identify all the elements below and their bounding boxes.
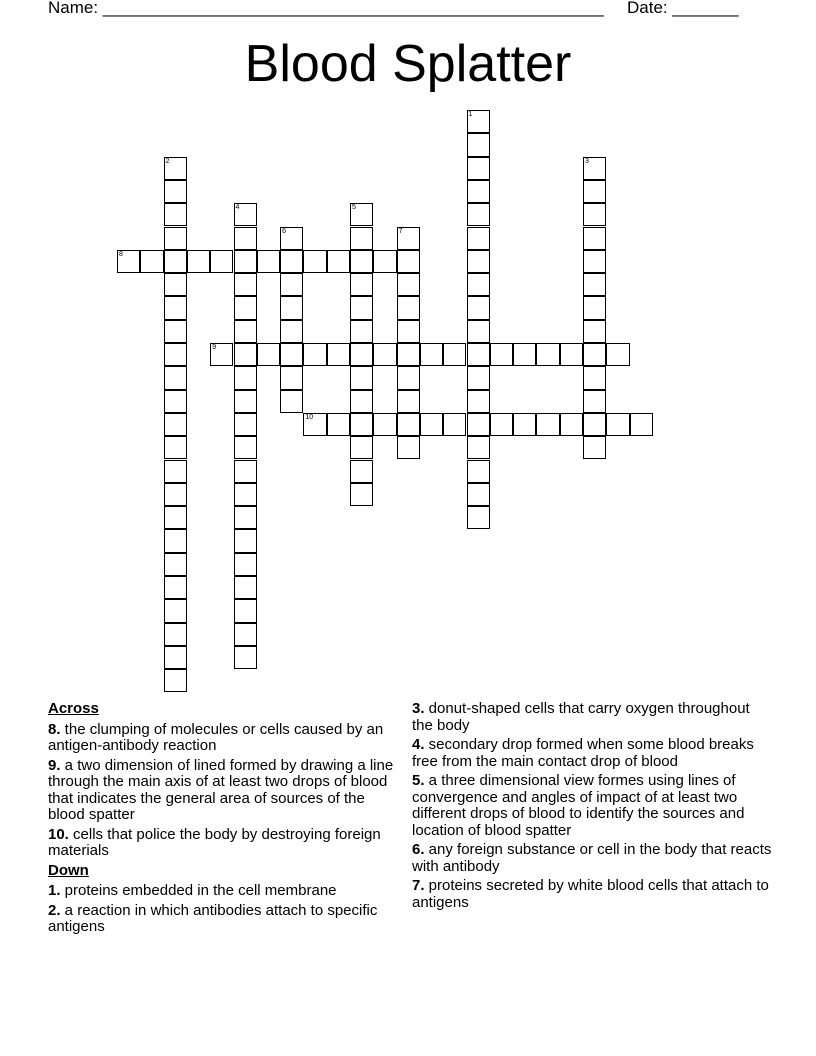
grid-cell[interactable]	[583, 157, 606, 180]
grid-cell[interactable]	[536, 343, 559, 366]
clue-down-7	[412, 878, 774, 911]
grid-cell[interactable]	[420, 343, 443, 366]
grid-cell[interactable]	[350, 227, 373, 250]
grid-cell[interactable]	[164, 296, 187, 319]
grid-cell[interactable]	[583, 180, 606, 203]
grid-cell[interactable]	[280, 366, 303, 389]
grid-cell[interactable]	[583, 366, 606, 389]
grid-cell[interactable]	[234, 506, 257, 529]
grid-cell[interactable]	[583, 273, 606, 296]
clue-text: donut-shaped cells that carry oxygen throughout the body	[412, 700, 750, 734]
grid-cell[interactable]	[350, 413, 373, 436]
grid-cell[interactable]	[606, 343, 629, 366]
grid-cell[interactable]	[373, 413, 396, 436]
grid-cell[interactable]	[467, 180, 490, 203]
clue-text: secondary drop formed when some blood breaks free from the main contact drop of blood	[412, 736, 754, 770]
clue-number: 10.	[48, 825, 69, 843]
grid-cell[interactable]	[234, 320, 257, 343]
grid-cell[interactable]	[280, 273, 303, 296]
grid-cell[interactable]	[583, 227, 606, 250]
clue-number: 8.	[48, 720, 61, 738]
grid-cell[interactable]	[234, 366, 257, 389]
grid-cell[interactable]	[467, 413, 490, 436]
grid-cell[interactable]	[164, 646, 187, 669]
grid-cell[interactable]	[327, 413, 350, 436]
grid-cell[interactable]	[234, 576, 257, 599]
grid-cell[interactable]	[164, 460, 187, 483]
grid-cell[interactable]	[467, 483, 490, 506]
grid-cell[interactable]	[164, 157, 187, 180]
grid-cell[interactable]	[467, 343, 490, 366]
grid-cell[interactable]	[420, 413, 443, 436]
grid-cell[interactable]	[397, 320, 420, 343]
grid-cell[interactable]	[467, 460, 490, 483]
grid-cell[interactable]	[490, 413, 513, 436]
clue-number-label: 2	[165, 157, 170, 165]
grid-cell[interactable]	[467, 250, 490, 273]
grid-cell[interactable]	[350, 436, 373, 459]
across-heading: Across	[48, 700, 99, 717]
grid-cell[interactable]	[234, 623, 257, 646]
grid-cell[interactable]	[467, 133, 490, 156]
clue-text: any foreign substance or cell in the body that reacts with antibody	[412, 841, 772, 875]
grid-cell[interactable]	[560, 413, 583, 436]
clue-number: 9.	[48, 756, 61, 774]
grid-cell[interactable]	[257, 343, 280, 366]
grid-cell[interactable]	[164, 390, 187, 413]
grid-cell[interactable]	[467, 506, 490, 529]
grid-cell[interactable]	[467, 366, 490, 389]
clue-down-2	[48, 903, 400, 936]
grid-cell[interactable]	[164, 483, 187, 506]
grid-cell[interactable]	[350, 460, 373, 483]
grid-cell[interactable]	[164, 250, 187, 273]
grid-cell[interactable]	[234, 250, 257, 273]
grid-cell[interactable]	[350, 250, 373, 273]
grid-cell[interactable]	[443, 413, 466, 436]
grid-cell[interactable]	[280, 296, 303, 319]
grid-cell[interactable]	[513, 343, 536, 366]
grid-cell[interactable]	[164, 227, 187, 250]
grid-cell[interactable]	[164, 553, 187, 576]
grid-cell[interactable]	[467, 320, 490, 343]
down-heading: Down	[48, 861, 89, 879]
grid-cell[interactable]	[164, 576, 187, 599]
grid-cell[interactable]	[234, 460, 257, 483]
grid-cell[interactable]	[397, 250, 420, 273]
grid-cell[interactable]	[583, 343, 606, 366]
grid-cell[interactable]	[467, 436, 490, 459]
grid-cell[interactable]	[117, 250, 140, 273]
grid-cell[interactable]	[234, 483, 257, 506]
grid-cell[interactable]	[164, 343, 187, 366]
grid-cell[interactable]	[234, 646, 257, 669]
grid-cell[interactable]	[234, 343, 257, 366]
grid-cell[interactable]	[164, 366, 187, 389]
page-title: Blood Splatter	[244, 35, 572, 93]
grid-cell[interactable]	[467, 296, 490, 319]
grid-cell[interactable]	[397, 343, 420, 366]
clue-text: proteins secreted by white blood cells that attach to antigens	[412, 877, 769, 911]
date-field[interactable]: Date: _______	[627, 0, 739, 17]
grid-cell[interactable]	[350, 273, 373, 296]
clue-text: cells that police the body by destroying foreign materials	[48, 825, 381, 859]
grid-cell[interactable]	[327, 343, 350, 366]
grid-cell[interactable]	[164, 320, 187, 343]
grid-cell[interactable]	[536, 413, 559, 436]
name-field[interactable]: Name: _____________________________________________________	[48, 0, 604, 17]
grid-cell[interactable]	[350, 483, 373, 506]
clue-number-label: 10	[305, 413, 314, 421]
clue-number: 5.	[412, 772, 425, 789]
grid-cell[interactable]	[397, 413, 420, 436]
grid-cell[interactable]	[583, 296, 606, 319]
grid-cell[interactable]	[583, 436, 606, 459]
grid-cell[interactable]	[303, 413, 326, 436]
grid-cell[interactable]	[350, 343, 373, 366]
grid-cell[interactable]	[280, 343, 303, 366]
grid-cell[interactable]	[280, 390, 303, 413]
grid-cell[interactable]	[397, 366, 420, 389]
clue-number-label: 5	[352, 204, 356, 212]
grid-cell[interactable]	[234, 413, 257, 436]
grid-cell[interactable]	[350, 366, 373, 389]
clue-number: 3.	[412, 700, 425, 717]
grid-cell[interactable]	[606, 413, 629, 436]
grid-cell[interactable]	[443, 343, 466, 366]
clue-number: 1.	[48, 882, 61, 899]
grid-cell[interactable]	[234, 553, 257, 576]
grid-cell[interactable]	[164, 203, 187, 226]
clue-across-8	[48, 722, 400, 755]
grid-cell[interactable]	[397, 296, 420, 319]
clue-number: 7.	[412, 877, 425, 894]
grid-cell[interactable]	[397, 273, 420, 296]
grid-cell[interactable]	[140, 250, 163, 273]
grid-cell[interactable]	[583, 250, 606, 273]
grid-cell[interactable]	[397, 390, 420, 413]
clue-down-5	[412, 773, 774, 839]
grid-cell[interactable]	[373, 343, 396, 366]
clue-text: a two dimension of lined formed by drawing a line through the main axis of at least two drops of blood that indicates the general area of sources of the blood spatter	[48, 756, 394, 823]
grid-cell[interactable]	[187, 250, 210, 273]
clue-text: the clumping of molecules or cells caused by an antigen-antibody reaction	[48, 720, 384, 754]
grid-cell[interactable]	[583, 320, 606, 343]
clue-down-3	[412, 701, 774, 734]
grid-cell[interactable]	[234, 529, 257, 552]
grid-cell[interactable]	[303, 250, 326, 273]
grid-cell[interactable]	[467, 227, 490, 250]
grid-cell[interactable]	[164, 506, 187, 529]
grid-cell[interactable]	[583, 390, 606, 413]
clue-across-10	[48, 827, 400, 860]
grid-cell[interactable]	[164, 180, 187, 203]
grid-cell[interactable]	[280, 250, 303, 273]
grid-cell[interactable]	[164, 599, 187, 622]
grid-cell[interactable]	[350, 320, 373, 343]
clue-number-label: 1	[468, 111, 473, 118]
grid-cell[interactable]	[234, 227, 257, 250]
grid-cell[interactable]	[280, 320, 303, 343]
clue-across-9	[48, 758, 400, 824]
grid-cell[interactable]	[373, 250, 396, 273]
grid-cell[interactable]	[397, 227, 420, 250]
grid-cell[interactable]	[467, 203, 490, 226]
grid-cell[interactable]	[513, 413, 536, 436]
grid-cell[interactable]	[234, 273, 257, 296]
grid-cell[interactable]	[164, 413, 187, 436]
clue-number: 4.	[412, 736, 425, 753]
grid-cell[interactable]	[164, 623, 187, 646]
clues-left-column	[48, 701, 400, 939]
clue-down-4	[412, 737, 774, 770]
grid-cell[interactable]	[397, 436, 420, 459]
grid-cell[interactable]	[280, 227, 303, 250]
clue-text: a reaction in which antibodies attach to specific antigens	[48, 901, 378, 935]
grid-cell[interactable]	[234, 296, 257, 319]
clue-number: 2.	[48, 901, 61, 919]
grid-cell[interactable]	[630, 413, 653, 436]
clue-number-label: 4	[235, 204, 240, 212]
grid-cell[interactable]	[350, 296, 373, 319]
grid-cell[interactable]	[234, 390, 257, 413]
grid-cell[interactable]	[583, 203, 606, 226]
grid-cell[interactable]	[164, 529, 187, 552]
clues-right-column	[412, 701, 774, 914]
grid-cell[interactable]	[467, 273, 490, 296]
clue-down-6	[412, 842, 774, 875]
grid-cell[interactable]	[583, 413, 606, 436]
grid-cell[interactable]	[210, 343, 233, 366]
grid-cell[interactable]	[210, 250, 233, 273]
grid-cell[interactable]	[467, 110, 490, 133]
clue-number-label: 3	[585, 157, 589, 165]
grid-cell[interactable]	[257, 250, 280, 273]
clue-text: proteins embedded in the cell membrane	[60, 882, 337, 899]
grid-cell[interactable]	[490, 343, 513, 366]
grid-cell[interactable]	[350, 203, 373, 226]
grid-cell[interactable]	[303, 343, 326, 366]
clue-number-label: 7	[398, 227, 403, 235]
clue-text: a three dimensional view formes using lines of convergence and angles of impact of at least two different drops of blood to identify the sources and location of blood spatter	[412, 772, 745, 839]
grid-cell[interactable]	[164, 436, 187, 459]
grid-cell[interactable]	[234, 599, 257, 622]
grid-cell[interactable]	[234, 436, 257, 459]
grid-cell[interactable]	[467, 157, 490, 180]
grid-cell[interactable]	[164, 669, 187, 692]
grid-cell[interactable]	[467, 390, 490, 413]
grid-cell[interactable]	[350, 390, 373, 413]
grid-cell[interactable]	[327, 250, 350, 273]
clue-number: 6.	[412, 841, 425, 858]
clue-number-label: 6	[282, 227, 286, 235]
clue-down-1	[48, 883, 400, 900]
grid-cell[interactable]	[560, 343, 583, 366]
grid-cell[interactable]	[164, 273, 187, 296]
clue-number-label: 9	[212, 344, 217, 351]
clue-number-label: 8	[119, 250, 123, 258]
grid-cell[interactable]	[234, 203, 257, 226]
